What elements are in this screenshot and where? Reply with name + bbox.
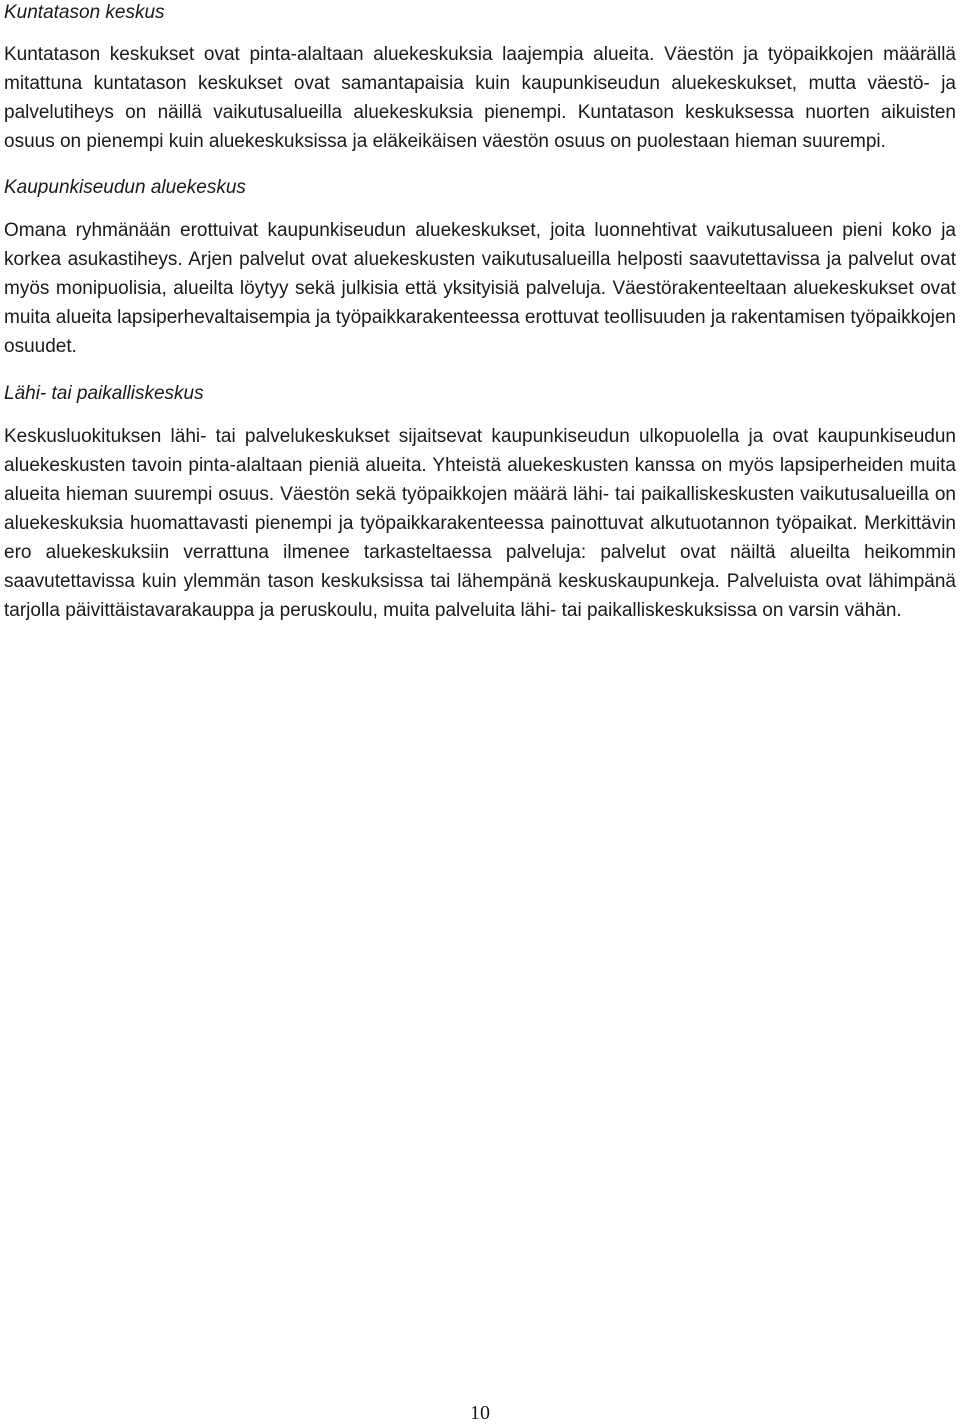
section-heading-kaupunkiseudun-aluekeskus: Kaupunkiseudun aluekeskus (4, 177, 246, 198)
section-paragraph-kuntatason-keskus: Kuntatason keskukset ovat pinta-alaltaan aluekeskuksia laajempia alueita. Väestön ja työpaikkojen määrällä mitattuna kuntatason keskukset ovat samantapaisia kuin kaupunkiseudun aluekeskukset, mutta väestö- ja palvelutiheys on näillä vaikutusalueilla aluekeskuksia pienempi. Kuntatason keskuksessa nuorten aikuisten osuus on pienempi kuin aluekeskuksissa ja eläkeikäisen väestön osuus on puolestaan hieman suurempi. (4, 44, 956, 152)
section-heading-lahi-tai-paikalliskeskus: Lähi- tai paikalliskeskus (4, 383, 204, 404)
document-page (4, 0, 956, 625)
section-heading-kuntatason-keskus: Kuntatason keskus (4, 2, 165, 23)
section-paragraph-lahi-tai-paikalliskeskus: Keskusluokituksen lähi- tai palvelukeskukset sijaitsevat kaupunkiseudun ulkopuolella ja ovat kaupunkiseudun aluekeskusten tavoin pinta-alaltaan pieniä alueita. Yhteistä aluekeskusten kanssa on myös lapsiperheiden muita alueita hieman suurempi osuus. Väestön sekä työpaikkojen määrä lähi- tai paikalliskeskusten vaikutusalueilla on aluekeskuksia huomattavasti pienempi ja työpaikkarakenteessa painottuvat alkutuotannon työpaikat. Merkittävin ero aluekeskuksiin verrattuna ilmenee tarkasteltaessa palveluja: palvelut ovat näiltä alueilta heikommin saavutettavissa kuin ylemmän tason keskuksissa tai lähempänä keskuskaupunkeja. Palveluista ovat lähimpänä tarjolla päivittäistavarakauppa ja peruskoulu, muita palveluita lähi- tai paikalliskeskuksissa on varsin vähän. (4, 426, 956, 621)
page-number: 10 (470, 1402, 490, 1424)
section-paragraph-kaupunkiseudun-aluekeskus: Omana ryhmänään erottuivat kaupunkiseudun aluekeskukset, joita luonnehtivat vaikutusalueen pieni koko ja korkea asukastiheys. Arjen palvelut ovat aluekeskusten vaikutusalueilla helposti saavutettavissa ja palvelut ovat myös monipuolisia, alueilta löytyy sekä julkisia että yksityisiä palveluja. Väestörakenteeltaan aluekeskukset ovat muita alueita lapsiperhevaltaisempia ja työpaikkarakenteessa erottuvat teollisuuden ja rakentamisen työpaikkojen osuudet. (4, 220, 956, 357)
